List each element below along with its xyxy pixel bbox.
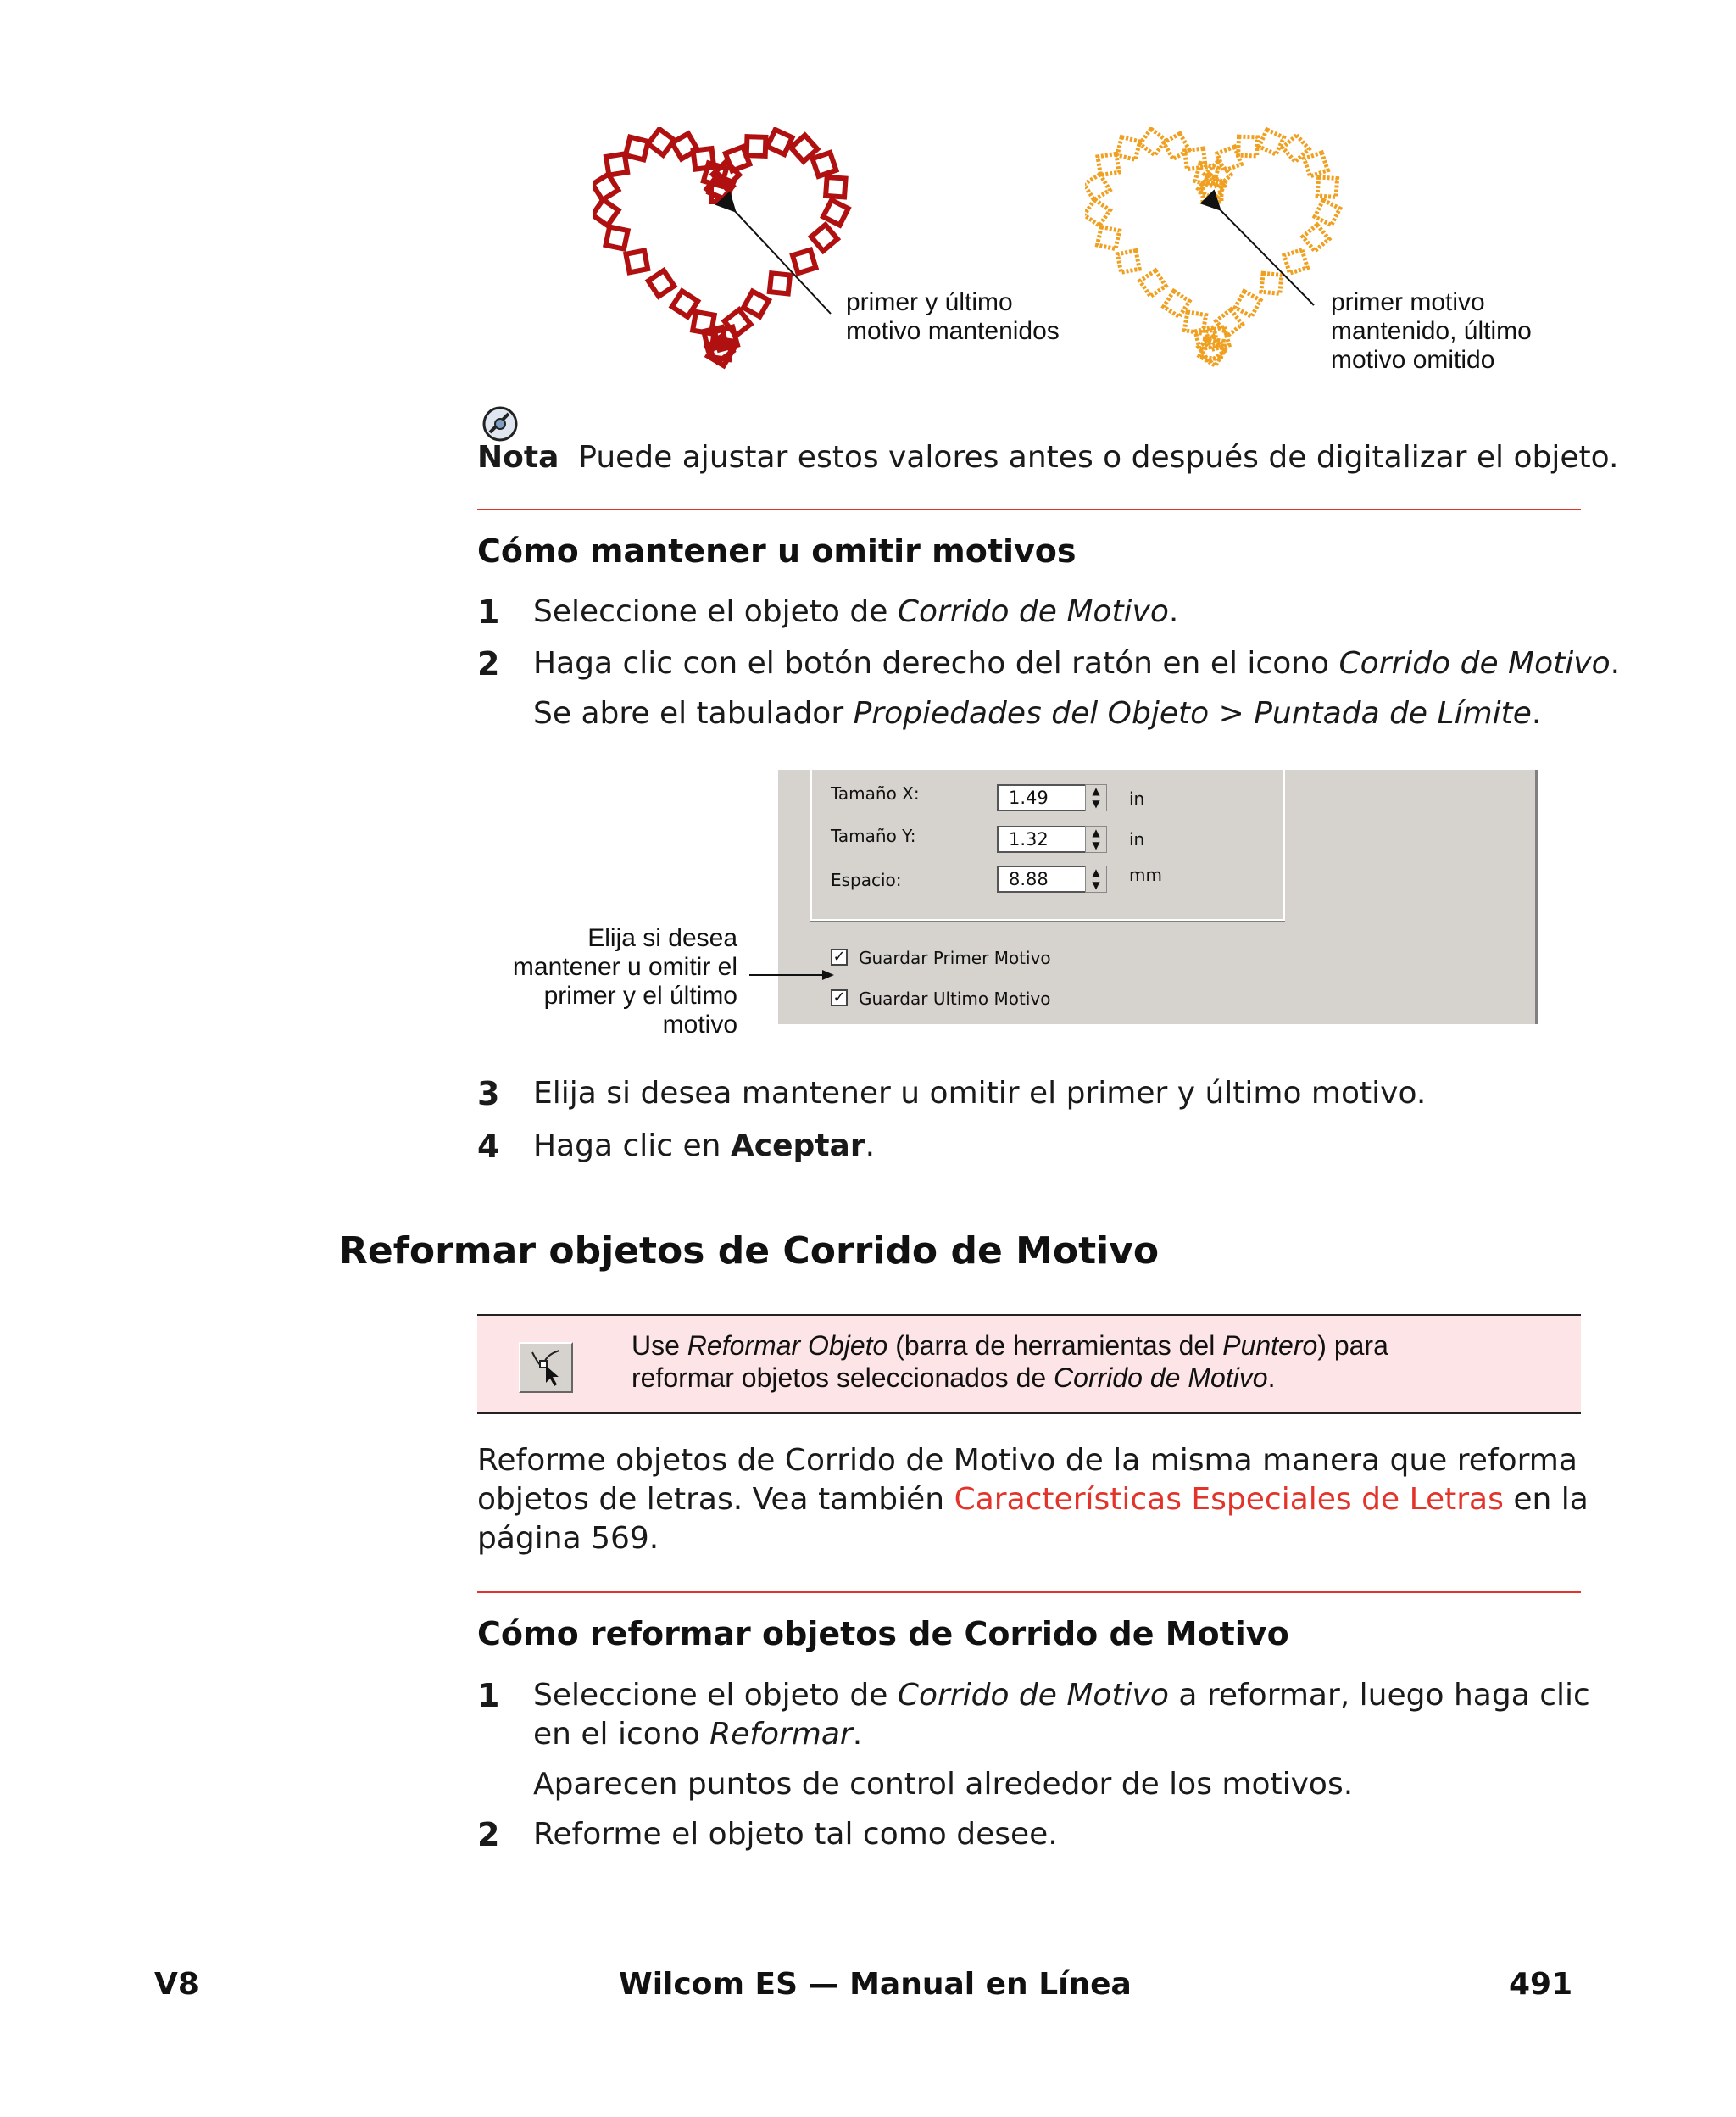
spacing-stepper[interactable]: ▲ ▼ <box>1085 866 1107 893</box>
note-label: Nota <box>477 440 559 475</box>
reshape-step-1: 1 Seleccione el objeto de Corrido de Motivo a reformar, luego haga clic en el icono Reformar. <box>477 1677 1590 1752</box>
size-y-unit: in <box>1129 829 1145 850</box>
reshape-step-1-result: Aparecen puntos de control alrededor de los motivos. <box>533 1767 1354 1802</box>
size-y-input[interactable]: 1.32 <box>997 826 1107 853</box>
section-title: Reformar objetos de Corrido de Motivo <box>339 1229 1160 1273</box>
caption-kept: primer y último motivo mantenidos <box>846 288 1060 345</box>
boundary-stitch-dialog <box>778 770 1538 1024</box>
tool-box-bottom-rule <box>477 1412 1581 1414</box>
step-2: 2 Haga clic con el botón derecho del ratón en el icono Corrido de Motivo. <box>477 645 1621 682</box>
size-x-stepper[interactable]: ▲ ▼ <box>1085 784 1107 811</box>
keep-first-motif-checkbox[interactable]: ✓ <box>831 949 848 966</box>
callout-arrow <box>746 967 839 983</box>
spacing-input[interactable]: 8.88 <box>997 866 1107 893</box>
size-x-label: Tamaño X: <box>831 783 920 804</box>
step-2-result: Se abre el tabulador Propiedades del Objeto > Puntada de Límite. <box>533 696 1542 731</box>
size-y-label: Tamaño Y: <box>831 826 916 846</box>
note <box>477 438 1618 477</box>
reshape-object-icon[interactable] <box>519 1342 573 1393</box>
step-1: 1 Seleccione el objeto de Corrido de Motivo. <box>477 593 1179 631</box>
special-lettering-link[interactable]: Características Especiales de Letras <box>954 1482 1504 1517</box>
spacing-unit: mm <box>1129 865 1162 885</box>
footer-title: Wilcom ES — Manual en Línea <box>619 1967 1132 2002</box>
step-3: 3 Elija si desea mantener u omitir el primer y último motivo. <box>477 1075 1427 1112</box>
dialog-callout: Elija si desea mantener u omitir el primer y el último motivo <box>512 924 737 1039</box>
keep-first-motif-label: Guardar Primer Motivo <box>859 948 1051 968</box>
reshape-step-2: 2 Reforme el objeto tal como desee. <box>477 1816 1058 1853</box>
keep-last-motif-checkbox[interactable]: ✓ <box>831 989 848 1006</box>
procedure-title: Cómo mantener u omitir motivos <box>477 532 1077 570</box>
note-icon <box>481 405 519 443</box>
size-x-input[interactable]: 1.49 <box>997 784 1107 811</box>
size-y-stepper[interactable]: ▲ ▼ <box>1085 826 1107 853</box>
step-4: 4 Haga clic en Aceptar. <box>477 1128 876 1165</box>
keep-last-motif-label: Guardar Ultimo Motivo <box>859 989 1051 1009</box>
divider-2 <box>477 1591 1581 1593</box>
divider <box>477 509 1581 510</box>
footer-page-number: 491 <box>1509 1967 1573 2002</box>
spacing-label: Espacio: <box>831 870 902 890</box>
reshape-paragraph: Reforme objetos de Corrido de Motivo de la misma manera que reforma objetos de letras. Vea también Características Especiales de Letras en la página 569. <box>477 1443 1589 1556</box>
caption-omitted: primer motivo mantenido, último motivo omitido <box>1331 288 1532 374</box>
tool-box-text: Use Reformar Objeto (barra de herramientas del Puntero) para reformar objetos seleccionados de Corrido de Motivo. <box>632 1330 1388 1393</box>
size-x-unit: in <box>1129 788 1145 809</box>
procedure-2-title: Cómo reformar objetos de Corrido de Motivo <box>477 1615 1289 1652</box>
note-text: Puede ajustar estos valores antes o después de digitalizar el objeto. <box>578 440 1619 475</box>
footer-version: V8 <box>154 1967 199 2002</box>
